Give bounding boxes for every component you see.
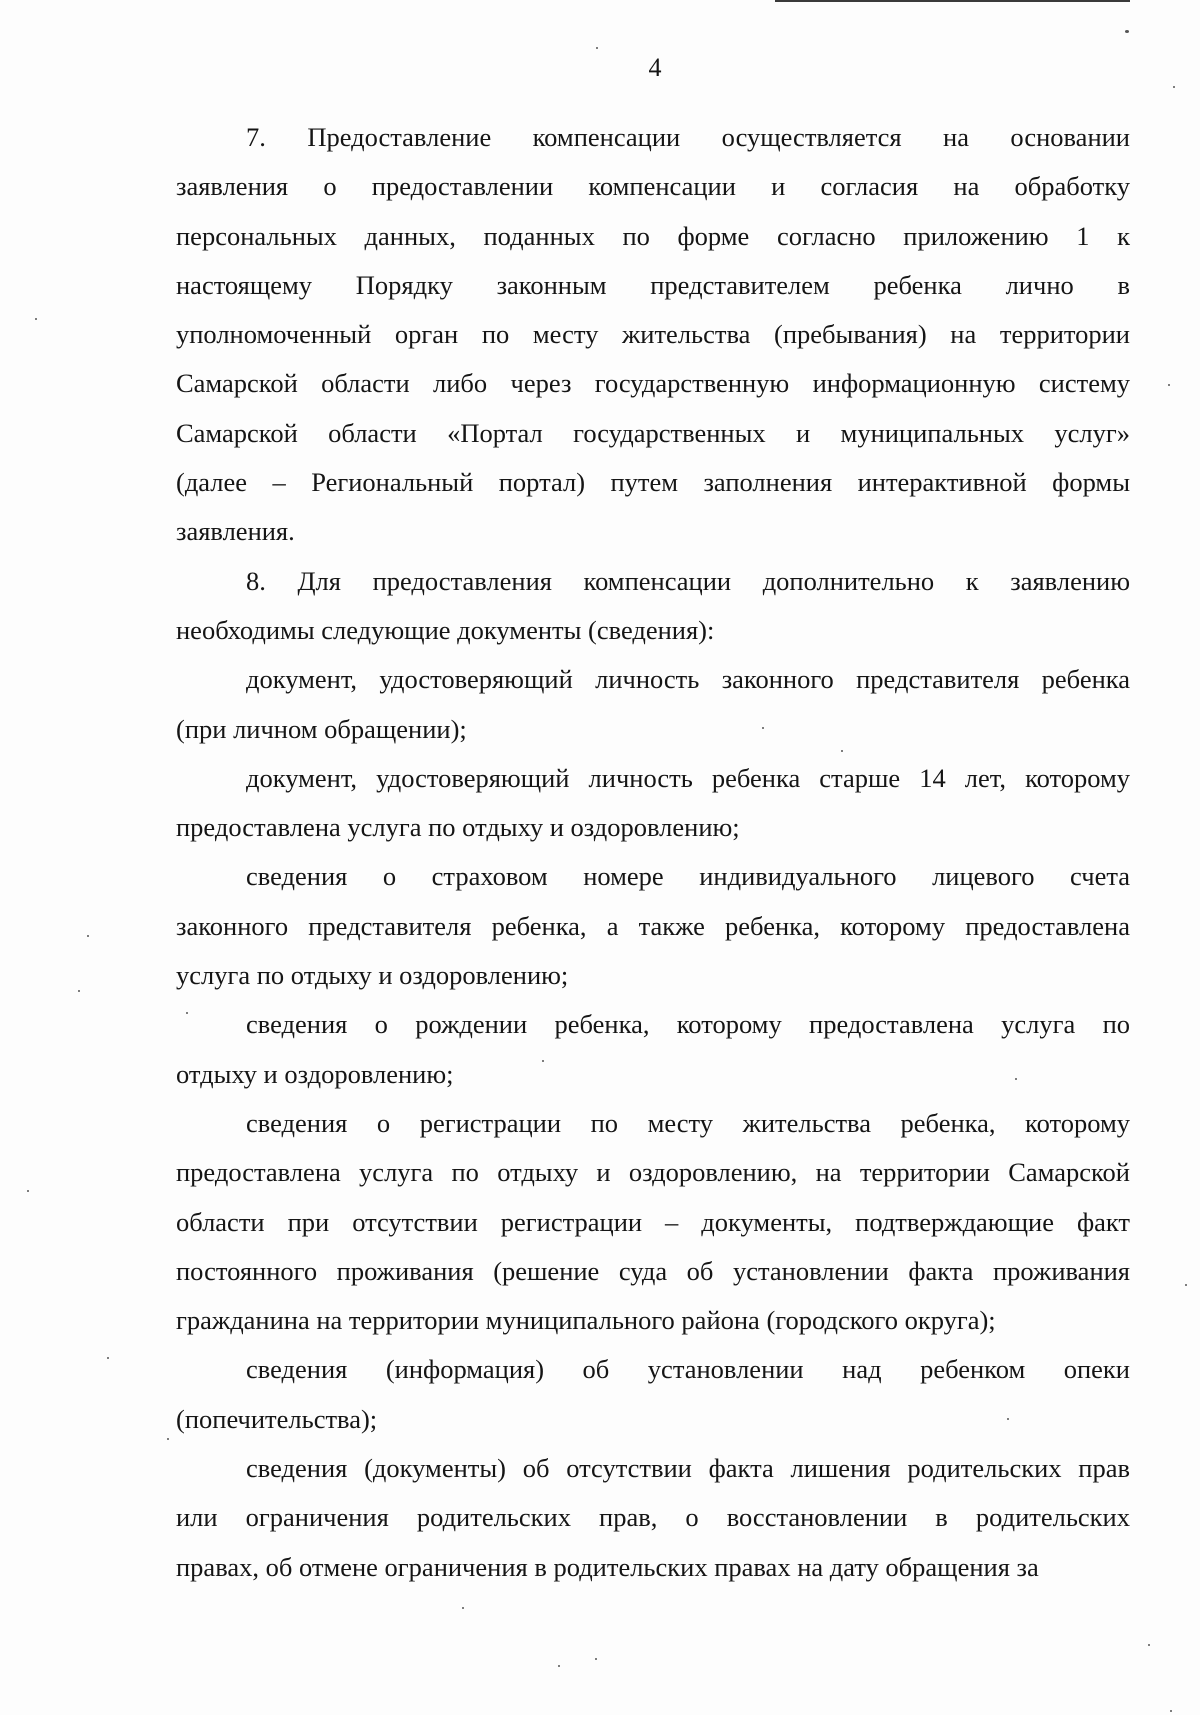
- paragraph: [176, 1099, 1130, 1345]
- scan-speck: [27, 1190, 29, 1192]
- paragraph: [176, 1345, 1130, 1444]
- text-line: постоянного проживания (решение суда об установлении факта проживания: [176, 1255, 1130, 1286]
- scan-speck: [1185, 1284, 1187, 1286]
- text-line: документ, удостоверяющий личность законного представителя ребенка: [246, 664, 1130, 695]
- text-line: (попечительства);: [176, 1403, 378, 1434]
- text-line: 7. Предоставление компенсации осуществляется на основании: [246, 122, 1130, 152]
- scan-speck: [186, 1012, 188, 1014]
- paragraph: [176, 1000, 1130, 1099]
- paragraph: [176, 852, 1130, 1000]
- top-edge-rule: [775, 0, 1130, 2]
- scan-speck: [78, 990, 80, 992]
- text-line: сведения о страховом номере индивидуального лицевого счета: [246, 861, 1130, 892]
- text-line: или ограничения родительских прав, о восстановлении в родительских: [176, 1502, 1130, 1533]
- scan-speck: [762, 727, 764, 729]
- scan-speck: [841, 750, 843, 752]
- text-line: заявления о предоставлении компенсации и согласия на обработку: [176, 171, 1130, 202]
- text-line: (далее – Региональный портал) путем заполнения интерактивной формы: [176, 467, 1130, 498]
- text-line: Самарской области «Портал государственных и муниципальных услуг»: [176, 417, 1130, 448]
- scan-speck: [462, 1607, 464, 1609]
- text-line: предоставлена услуга по отдыху и оздоровлению, на территории Самарской: [176, 1157, 1130, 1188]
- paragraph: [176, 113, 1130, 557]
- page-number: 4: [648, 53, 662, 82]
- scan-speck: [87, 935, 89, 937]
- text-line: предоставлена услуга по отдыху и оздоровлению;: [176, 812, 740, 843]
- scan-speck: [1148, 1644, 1150, 1646]
- paragraph: [176, 557, 1130, 656]
- scan-speck: [107, 1357, 109, 1359]
- paragraph: [176, 655, 1130, 754]
- scan-speck: [35, 318, 37, 320]
- text-line: Самарской области либо через государственную информационную систему: [176, 368, 1130, 399]
- scan-speck: [1007, 1418, 1009, 1420]
- text-line: области при отсутствии регистрации – документы, подтверждающие факт: [176, 1206, 1130, 1237]
- scan-speck: [1168, 384, 1170, 386]
- text-line: отдыху и оздоровлению;: [176, 1058, 454, 1089]
- text-line: услуга по отдыху и оздоровлению;: [176, 960, 569, 991]
- text-line: 8. Для предоставления компенсации дополнительно к заявлению: [246, 565, 1130, 596]
- text-line: (при личном обращении);: [176, 713, 467, 744]
- paragraph: [176, 1444, 1130, 1592]
- text-line: сведения о рождении ребенка, которому предоставлена услуга по: [246, 1009, 1130, 1040]
- text-line: настоящему Порядку законным представителем ребенка лично в: [176, 269, 1130, 300]
- text-line: необходимы следующие документы (сведения):: [176, 614, 715, 645]
- scan-speck: [1173, 86, 1175, 88]
- text-line: сведения (информация) об установлении над ребенком опеки: [246, 1354, 1130, 1385]
- scan-speck: [1170, 1710, 1172, 1712]
- scan-speck: [596, 47, 598, 49]
- text-line: сведения (документы) об отсутствии факта лишения родительских прав: [246, 1453, 1130, 1484]
- text-line: правах, об отмене ограничения в родительских правах на дату обращения за: [176, 1551, 1039, 1582]
- paragraph: [176, 754, 1130, 853]
- text-line: уполномоченный орган по месту жительства (пребывания) на территории: [176, 319, 1130, 350]
- scan-speck: [1015, 1078, 1017, 1080]
- text-line: документ, удостоверяющий личность ребенка старше 14 лет, которому: [246, 762, 1130, 793]
- scan-speck: [542, 1060, 544, 1062]
- scan-speck: [558, 1665, 560, 1667]
- text-line: гражданина на территории муниципального района (городского округа);: [176, 1305, 996, 1336]
- document-body: [176, 113, 1130, 1592]
- text-line: персональных данных, поданных по форме согласно приложению 1 к: [176, 220, 1130, 251]
- scan-speck: [595, 1658, 597, 1660]
- text-line: заявления.: [176, 516, 295, 547]
- scan-speck: [1125, 30, 1129, 33]
- text-line: сведения о регистрации по месту жительства ребенка, которому: [246, 1107, 1130, 1138]
- scan-speck: [167, 1438, 169, 1440]
- text-line: законного представителя ребенка, а также ребенка, которому предоставлена: [176, 910, 1130, 941]
